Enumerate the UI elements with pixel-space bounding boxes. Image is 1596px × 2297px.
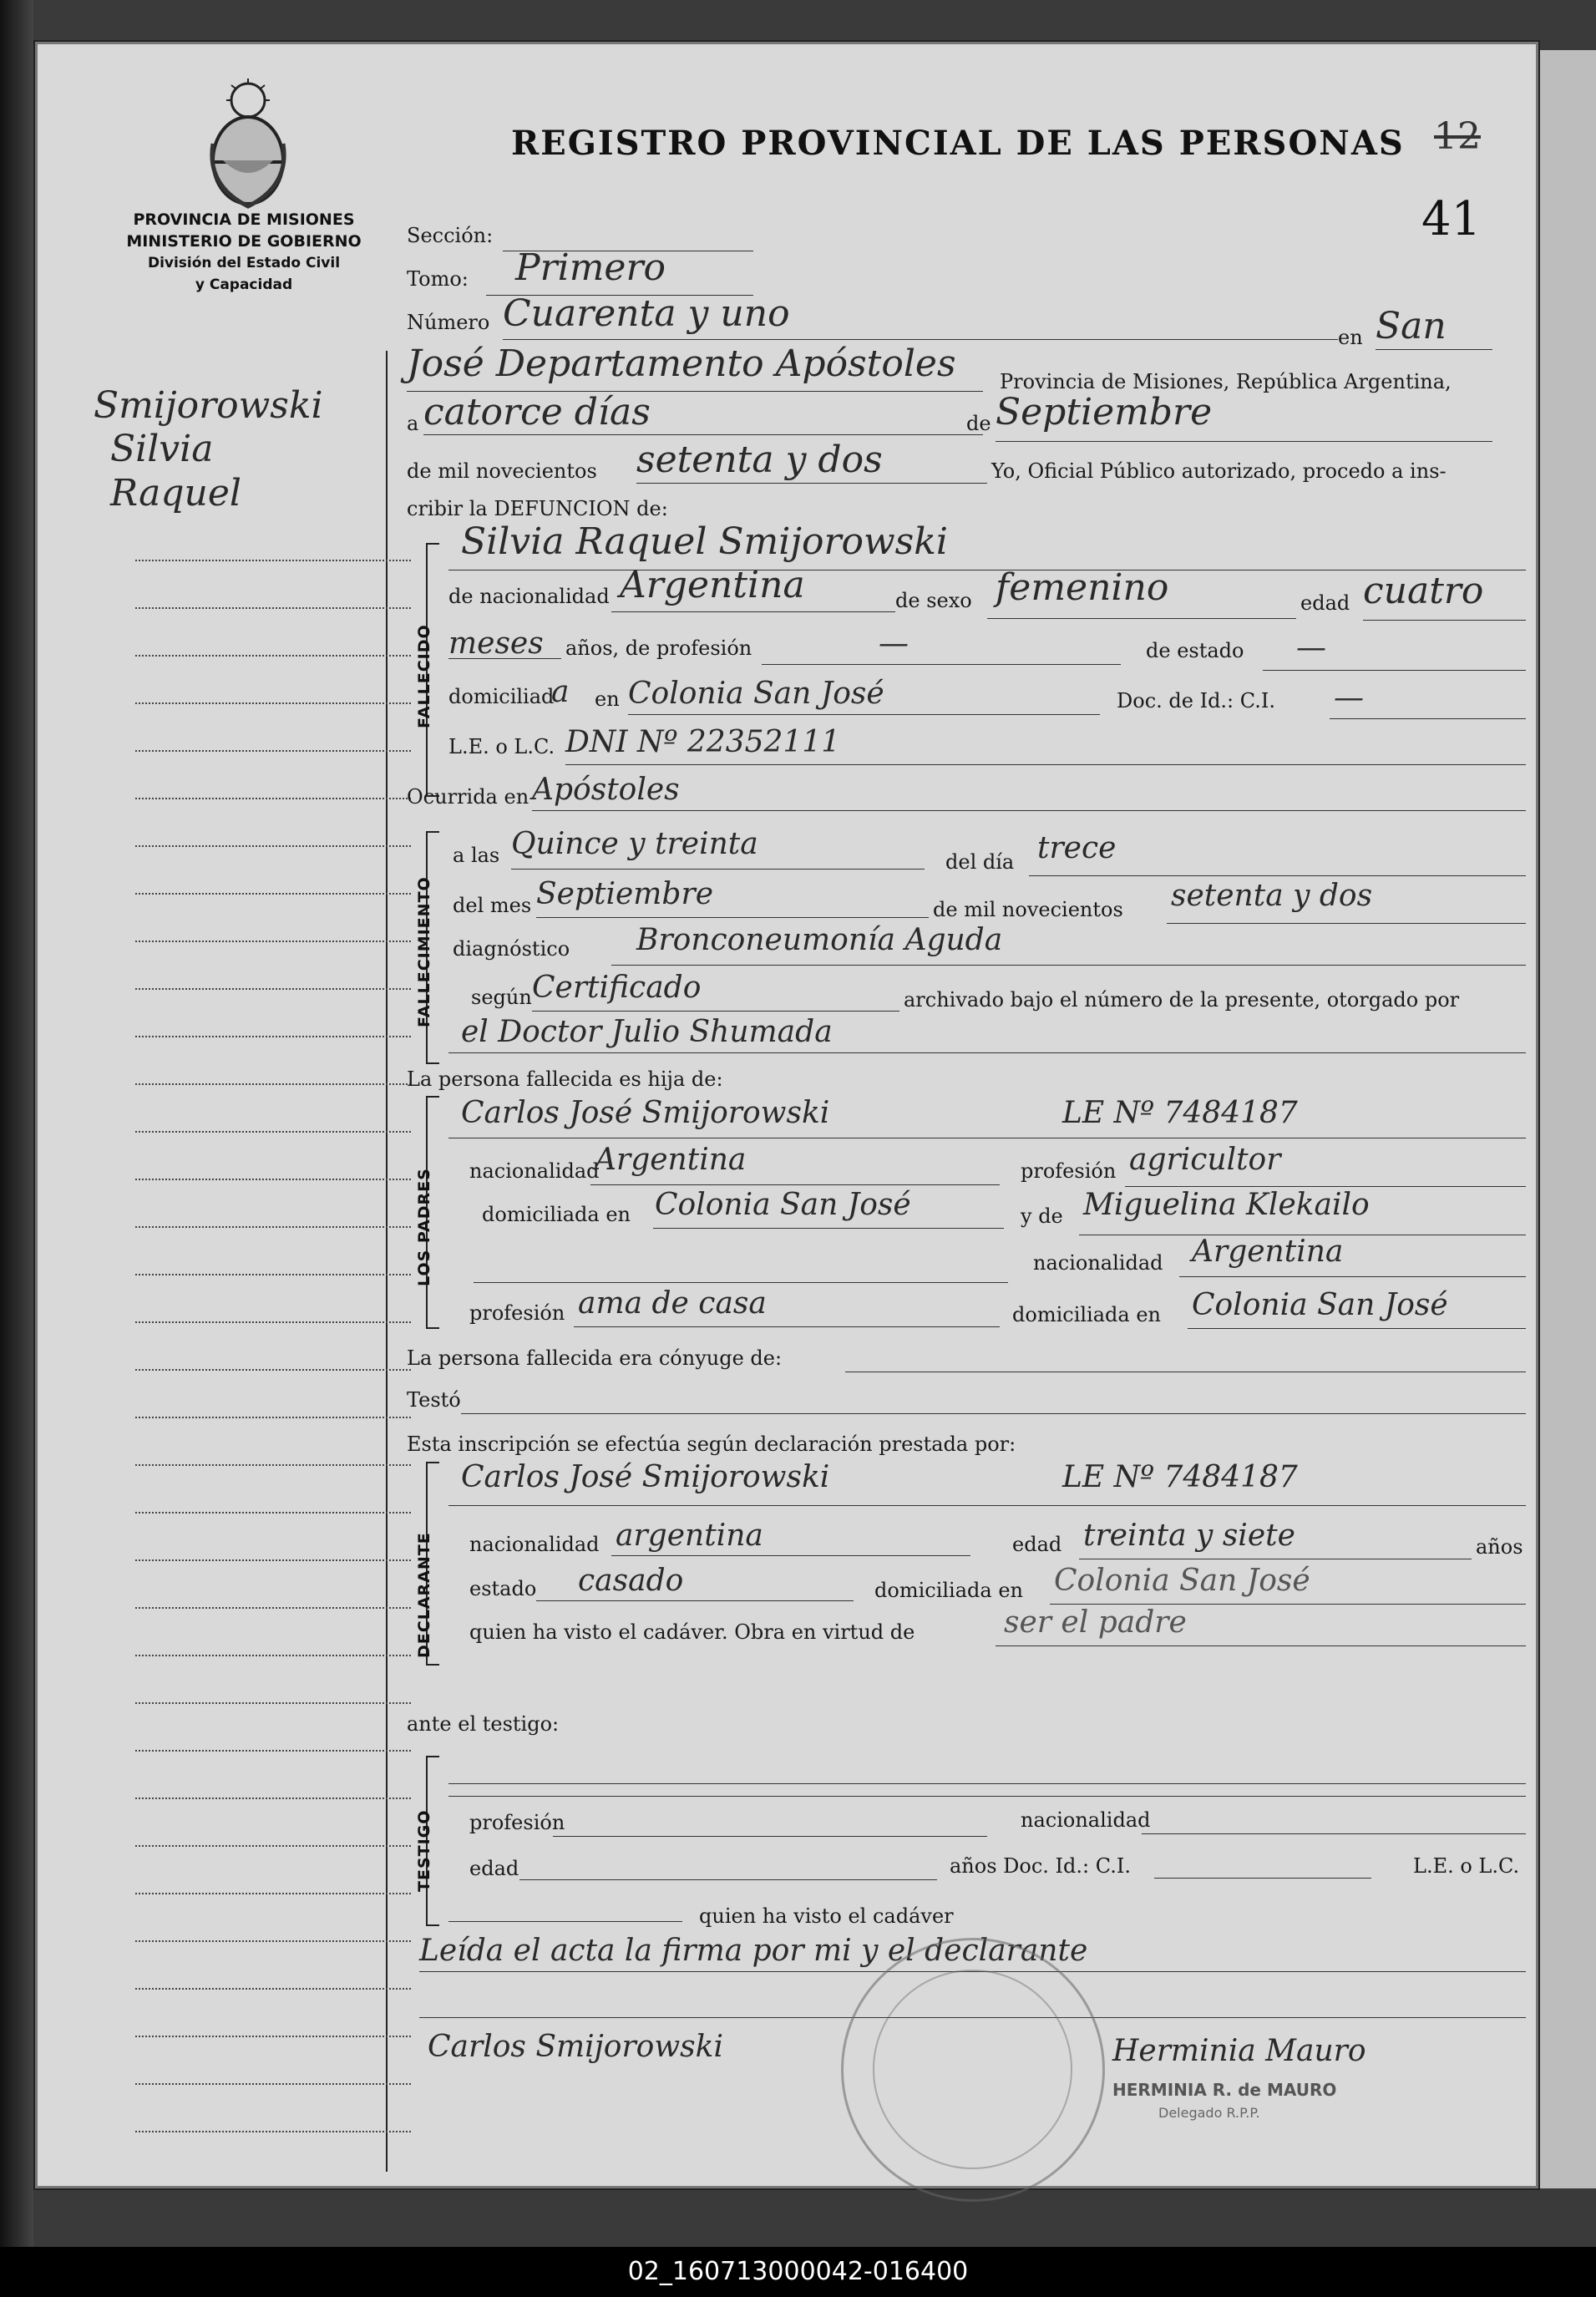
ministry-line: y Capacidad: [195, 276, 293, 293]
margin-rule: [135, 1559, 411, 1561]
margin-rule: [135, 1798, 411, 1799]
margin-rule: [135, 655, 411, 657]
margin-rule: [135, 2131, 411, 2132]
nacionalidad-value: Argentina: [620, 564, 805, 606]
margin-rule: [135, 1226, 411, 1228]
margin-rule: [135, 988, 411, 990]
hora-value: Quince y treinta: [511, 827, 758, 861]
decl-dom-value: Colonia San José: [1054, 1564, 1310, 1598]
numero-value: Cuarenta y uno: [503, 292, 790, 335]
conyuge-label: La persona fallecida era cónyuge de:: [407, 1346, 783, 1370]
lugar-value: José Departamento Apóstoles: [407, 342, 956, 385]
ocurrida-label: Ocurrida en: [407, 785, 529, 809]
meses-value: meses: [448, 626, 544, 661]
crossed-page-number: 12: [1434, 115, 1481, 158]
margin-rule: [135, 1321, 411, 1323]
en-label2: en: [595, 687, 620, 711]
obra-value: ser el padre: [1004, 1605, 1187, 1640]
inscribir-label: cribir la DEFUNCION de:: [407, 497, 668, 520]
decl-anos-label: años: [1476, 1535, 1523, 1559]
testigo-edad-label: edad: [469, 1857, 519, 1880]
page-title: REGISTRO PROVINCIAL DE LAS PERSONAS: [511, 124, 1405, 163]
decl-nac-label: nacionalidad: [469, 1533, 600, 1556]
margin-rule: [135, 2036, 411, 2037]
padre-nac-value: Argentina: [595, 1143, 747, 1177]
margin-surname: Smijorowski: [94, 384, 323, 427]
margin-rule: [135, 1417, 411, 1418]
quien-visto-label: quien ha visto el cadáver. Obra en virtud de: [469, 1620, 915, 1644]
mes-fallecimiento-value: Septiembre: [536, 877, 713, 911]
otorgado-value: el Doctor Julio Shumada: [461, 1015, 833, 1049]
margin-rule: [135, 1845, 411, 1847]
profesion-value: —: [879, 626, 909, 661]
inscripcion-label: Esta inscripción se efectúa según declaración prestada por:: [407, 1432, 1016, 1456]
tomo-value: Primero: [515, 246, 666, 289]
margin-name: Silvia: [110, 428, 214, 470]
de-mil-nov-label: de mil novecientos: [933, 898, 1123, 921]
padre-prof-value: agricultor: [1129, 1143, 1281, 1177]
estado-label: de estado: [1146, 639, 1244, 662]
madre-nac-label: nacionalidad: [1033, 1251, 1163, 1275]
del-dia-label: del día: [945, 850, 1015, 874]
padre-prof-label: profesión: [1021, 1159, 1117, 1183]
ocurrida-value: Apóstoles: [532, 773, 680, 807]
diagnostico-label: diagnóstico: [453, 937, 570, 961]
scan-identifier: 02_160713000042-016400: [0, 2247, 1596, 2297]
ministry-heading: [110, 209, 377, 296]
testigo-section-label: TESTIGO: [415, 1809, 433, 1892]
padres-section-label: LOS PADRES: [415, 1168, 433, 1286]
diagnostico-value: Bronconeumonía Aguda: [636, 923, 1003, 957]
page-stack-edge: [1538, 50, 1596, 2188]
a-value: catorce días: [423, 391, 651, 434]
ministry-line: PROVINCIA DE MISIONES: [133, 210, 355, 229]
margin-rule: [135, 607, 411, 609]
segun-label: según: [471, 986, 532, 1009]
yo-oficial-label: Yo, Oficial Público autorizado, procedo a ins-: [991, 459, 1447, 483]
margin-rule: [135, 893, 411, 895]
declarante-name: Carlos José Smijorowski: [461, 1460, 830, 1494]
decl-estado-value: casado: [578, 1564, 684, 1598]
official-signature: Herminia Mauro: [1112, 2034, 1366, 2068]
madre-dom-label: domiciliada en: [1012, 1303, 1161, 1326]
sexo-label: de sexo: [895, 589, 972, 612]
testo-label: Testó: [407, 1388, 461, 1412]
margin-rule: [135, 1369, 411, 1371]
padre-dom-label: domiciliada en: [482, 1203, 631, 1226]
archivado-label: archivado bajo el número de la presente, otorgado por: [904, 988, 1460, 1012]
fallecido-section-label: FALLECIDO: [415, 624, 433, 728]
leida-acta-text: Leída el acta la firma por mi y el declarante: [419, 1934, 1088, 1968]
del-mes-label: del mes: [453, 894, 532, 917]
margin-rule: [135, 1036, 411, 1037]
domicilio-value: Colonia San José: [628, 677, 884, 711]
margin-rule: [135, 798, 411, 799]
declarante-doc: LE Nº 7484187: [1062, 1460, 1298, 1494]
decl-nac-value: argentina: [616, 1519, 763, 1553]
fallecimiento-section-label: FALLECIMIENTO: [415, 876, 433, 1027]
decl-dom-label: domiciliada en: [874, 1579, 1023, 1602]
mes-value: Septiembre: [996, 391, 1213, 434]
declarante-signature: Carlos Smijorowski: [428, 2030, 723, 2064]
page-number: 41: [1421, 192, 1482, 246]
margin-rule: [135, 560, 411, 561]
de-mil-label: de mil novecientos: [407, 459, 597, 483]
anos-profesion-label: años, de profesión: [565, 636, 752, 660]
margin-rule: [135, 1512, 411, 1514]
margin-rule: [135, 845, 411, 847]
de-label: de: [966, 412, 991, 435]
y-de-label: y de: [1021, 1204, 1063, 1228]
fallecido-name: Silvia Raquel Smijorowski: [461, 520, 948, 563]
official-stamp: [841, 1938, 1105, 2202]
a-label: a: [407, 412, 419, 435]
testigo-prof-label: profesión: [469, 1811, 565, 1834]
margin-name2: Raquel: [110, 472, 241, 515]
anio-value: setenta y dos: [636, 439, 883, 481]
margin-rule: [135, 1179, 411, 1180]
decl-edad-value: treinta y siete: [1083, 1519, 1295, 1553]
domiciliad-suffix: a: [551, 675, 570, 709]
margin-rule: [135, 1988, 411, 1990]
decl-estado-label: estado: [469, 1577, 537, 1600]
testigo-nac-label: nacionalidad: [1021, 1808, 1151, 1832]
testigo-anos-doc-label: años Doc. Id.: C.I.: [950, 1854, 1131, 1878]
domiciliad-label: domiciliad: [448, 685, 555, 708]
provincia-label: Provincia de Misiones, República Argentina,: [1000, 370, 1452, 393]
decl-edad-label: edad: [1012, 1533, 1062, 1556]
margin-rule: [135, 702, 411, 704]
margin-rule: [135, 750, 411, 752]
margin-rule: [135, 1464, 411, 1466]
margin-rule: [135, 941, 411, 942]
stamp-role: Delegado R.P.P.: [1158, 2105, 1260, 2121]
padre-doc: LE Nº 7484187: [1062, 1096, 1298, 1130]
doc-ci-value: —: [1334, 681, 1364, 715]
padre-nac-label: nacionalidad: [469, 1159, 600, 1183]
padre-name: Carlos José Smijorowski: [461, 1096, 830, 1130]
registry-page: [33, 40, 1540, 2190]
margin-rule: [135, 1940, 411, 1942]
sexo-value: femenino: [996, 566, 1169, 609]
en-label: en: [1338, 326, 1363, 349]
madre-prof-value: ama de casa: [578, 1286, 767, 1321]
dni-value: DNI Nº 22352111: [565, 725, 841, 759]
doc-id-label: Doc. de Id.: C.I.: [1117, 689, 1276, 712]
ministry-line: MINISTERIO DE GOBIERNO: [126, 232, 362, 251]
margin-rule: [135, 1702, 411, 1704]
declarante-section-label: DECLARANTE: [415, 1532, 433, 1658]
testigo-le-lc-label: L.E. o L.C.: [1413, 1854, 1520, 1878]
anio2-value: setenta y dos: [1171, 879, 1373, 913]
stamp-name: HERMINIA R. de MAURO: [1112, 2080, 1337, 2100]
margin-rule: [135, 1274, 411, 1275]
ante-testigo-label: ante el testigo:: [407, 1712, 560, 1736]
segun-value: Certificado: [532, 971, 702, 1005]
en-value: San: [1376, 305, 1447, 347]
margin-rule: [135, 1655, 411, 1656]
margin-rule: [135, 1607, 411, 1609]
margin-rule: [135, 1131, 411, 1133]
nacionalidad-label: de nacionalidad: [448, 585, 610, 608]
madre-name: Miguelina Klekailo: [1083, 1188, 1370, 1222]
estado-value: —: [1296, 631, 1326, 665]
tomo-label: Tomo:: [407, 267, 469, 291]
numero-label: Número: [407, 311, 490, 334]
book-spine: [0, 0, 33, 2247]
ministry-line: División del Estado Civil: [147, 255, 341, 271]
madre-dom-value: Colonia San José: [1192, 1288, 1448, 1322]
margin-rule: [135, 2083, 411, 2085]
margin-rule: [135, 1750, 411, 1752]
padre-dom-value: Colonia San José: [655, 1188, 911, 1222]
madre-nac-value: Argentina: [1192, 1235, 1344, 1269]
dia-value: trece: [1037, 831, 1117, 865]
margin-rule: [135, 1083, 411, 1085]
edad-label: edad: [1300, 591, 1350, 615]
madre-prof-label: profesión: [469, 1301, 565, 1325]
hija-label: La persona fallecida es hija de:: [407, 1067, 723, 1091]
coat-of-arms-icon: [198, 77, 298, 210]
edad-value: cuatro: [1363, 570, 1484, 612]
margin-rule: [135, 1893, 411, 1894]
testigo-visto-label: quien ha visto el cadáver: [699, 1904, 954, 1928]
seccion-label: Sección:: [407, 224, 494, 247]
le-lc-label: L.E. o L.C.: [448, 735, 555, 758]
a-las-label: a las: [453, 844, 500, 867]
margin-divider: [386, 351, 388, 2172]
